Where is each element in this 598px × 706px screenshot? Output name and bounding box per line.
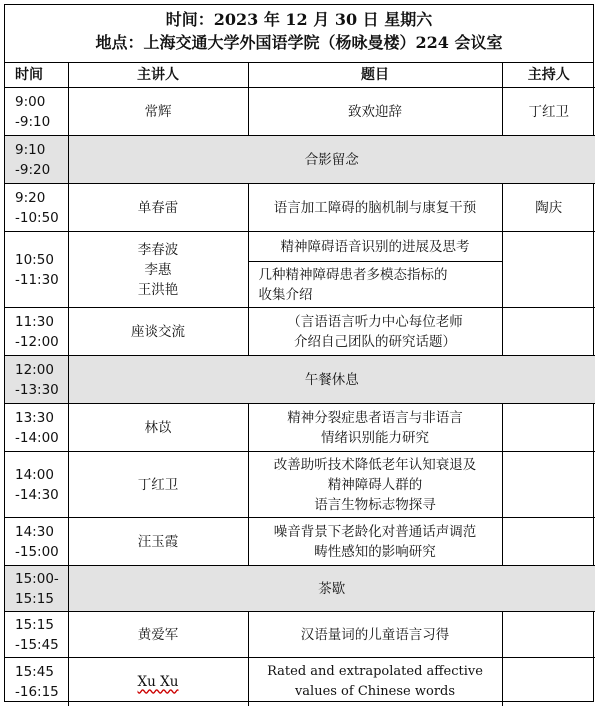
host-cell [502,232,595,308]
speaker-name: 王洪艳 [137,281,179,298]
speaker-name-spellcheck: Xu Xu [137,673,179,690]
time-cell: 15:15 -15:45 [5,612,68,658]
table-row [5,88,595,136]
break-row [5,136,595,184]
break-label: 午餐休息 [68,356,595,404]
col-header-speaker: 主讲人 [68,63,248,88]
host-cell: 陶庆 [502,184,595,232]
time-cell: 10:50 -11:30 [5,232,68,308]
col-header-host: 主持人 [502,63,595,88]
speaker-cell [68,658,248,706]
speaker-cell: 单春雷 [68,184,248,232]
topic-cell: Rated and extrapolated affective values of Chinese words [248,658,502,706]
speaker-cell: 丁红卫 [68,452,248,518]
schedule-table [5,63,595,706]
time-cell: 15:00- 15:15 [5,566,68,612]
topic-cell: 汉语量词的儿童语言习得 [248,612,502,658]
topic-cell: 几种精神障碍患者多模态指标的 收集介绍 [248,262,502,308]
time-cell: 14:30 -15:00 [5,518,68,566]
break-label: 合影留念 [68,136,595,184]
host-cell [502,452,595,518]
table-row [5,452,595,518]
time-cell: 15:45 -16:15 [5,658,68,706]
topic-cell: 精神障碍语音识别的进展及思考 [248,232,502,262]
break-row [5,566,595,612]
speaker-name: 李惠 [144,261,172,278]
topic-cell: （言语语言听力中心每位老师 介绍自己团队的研究话题） [248,308,502,356]
host-cell [502,404,595,452]
time-cell: 12:00 -13:30 [5,356,68,404]
table-header-row [5,63,595,88]
speaker-cell: 常辉 [68,88,248,136]
topic-cell: 精神分裂症患者语言与非语言 情绪识别能力研究 [248,404,502,452]
topic-cell: 语言加工障碍的脑机制与康复干预 [248,184,502,232]
time-cell: 14:00 -14:30 [5,452,68,518]
time-cell: 9:00 -9:10 [5,88,68,136]
table-row [5,658,595,706]
topic-cell: 噪音背景下老龄化对普通话声调范 畴性感知的影响研究 [248,518,502,566]
date-line: 时间：2023 年 12 月 30 日 星期六 [165,10,433,29]
time-cell: 13:30 -14:00 [5,404,68,452]
topic-cell: 致欢迎辞 [248,88,502,136]
schedule-header [5,5,593,63]
speaker-cell: 汪玉霞 [68,518,248,566]
speaker-name: 李春波 [137,241,179,258]
speaker-cell: 座谈交流 [68,308,248,356]
host-cell [502,612,595,658]
host-cell [502,518,595,566]
table-row [5,184,595,232]
host-cell [502,658,595,706]
host-cell: 丁红卫 [502,88,595,136]
col-header-time: 时间 [5,63,68,88]
table-row [5,308,595,356]
speaker-cell: 林苡 [68,404,248,452]
schedule-sheet [4,4,594,702]
time-cell: 9:10 -9:20 [5,136,68,184]
time-cell: 9:20 -10:50 [5,184,68,232]
host-cell [502,308,595,356]
topic-cell: 改善助听技术降低老年认知衰退及 精神障碍人群的 语言生物标志物探寻 [248,452,502,518]
break-label: 茶歇 [68,566,595,612]
speaker-cell: 黄爱军 [68,612,248,658]
speaker-cell [68,232,248,308]
table-row [5,232,595,262]
table-row [5,518,595,566]
venue-line: 地点：上海交通大学外国语学院（杨咏曼楼）224 会议室 [95,33,503,52]
table-row [5,612,595,658]
col-header-topic: 题目 [248,63,502,88]
time-cell: 11:30 -12:00 [5,308,68,356]
break-row [5,356,595,404]
table-row [5,404,595,452]
